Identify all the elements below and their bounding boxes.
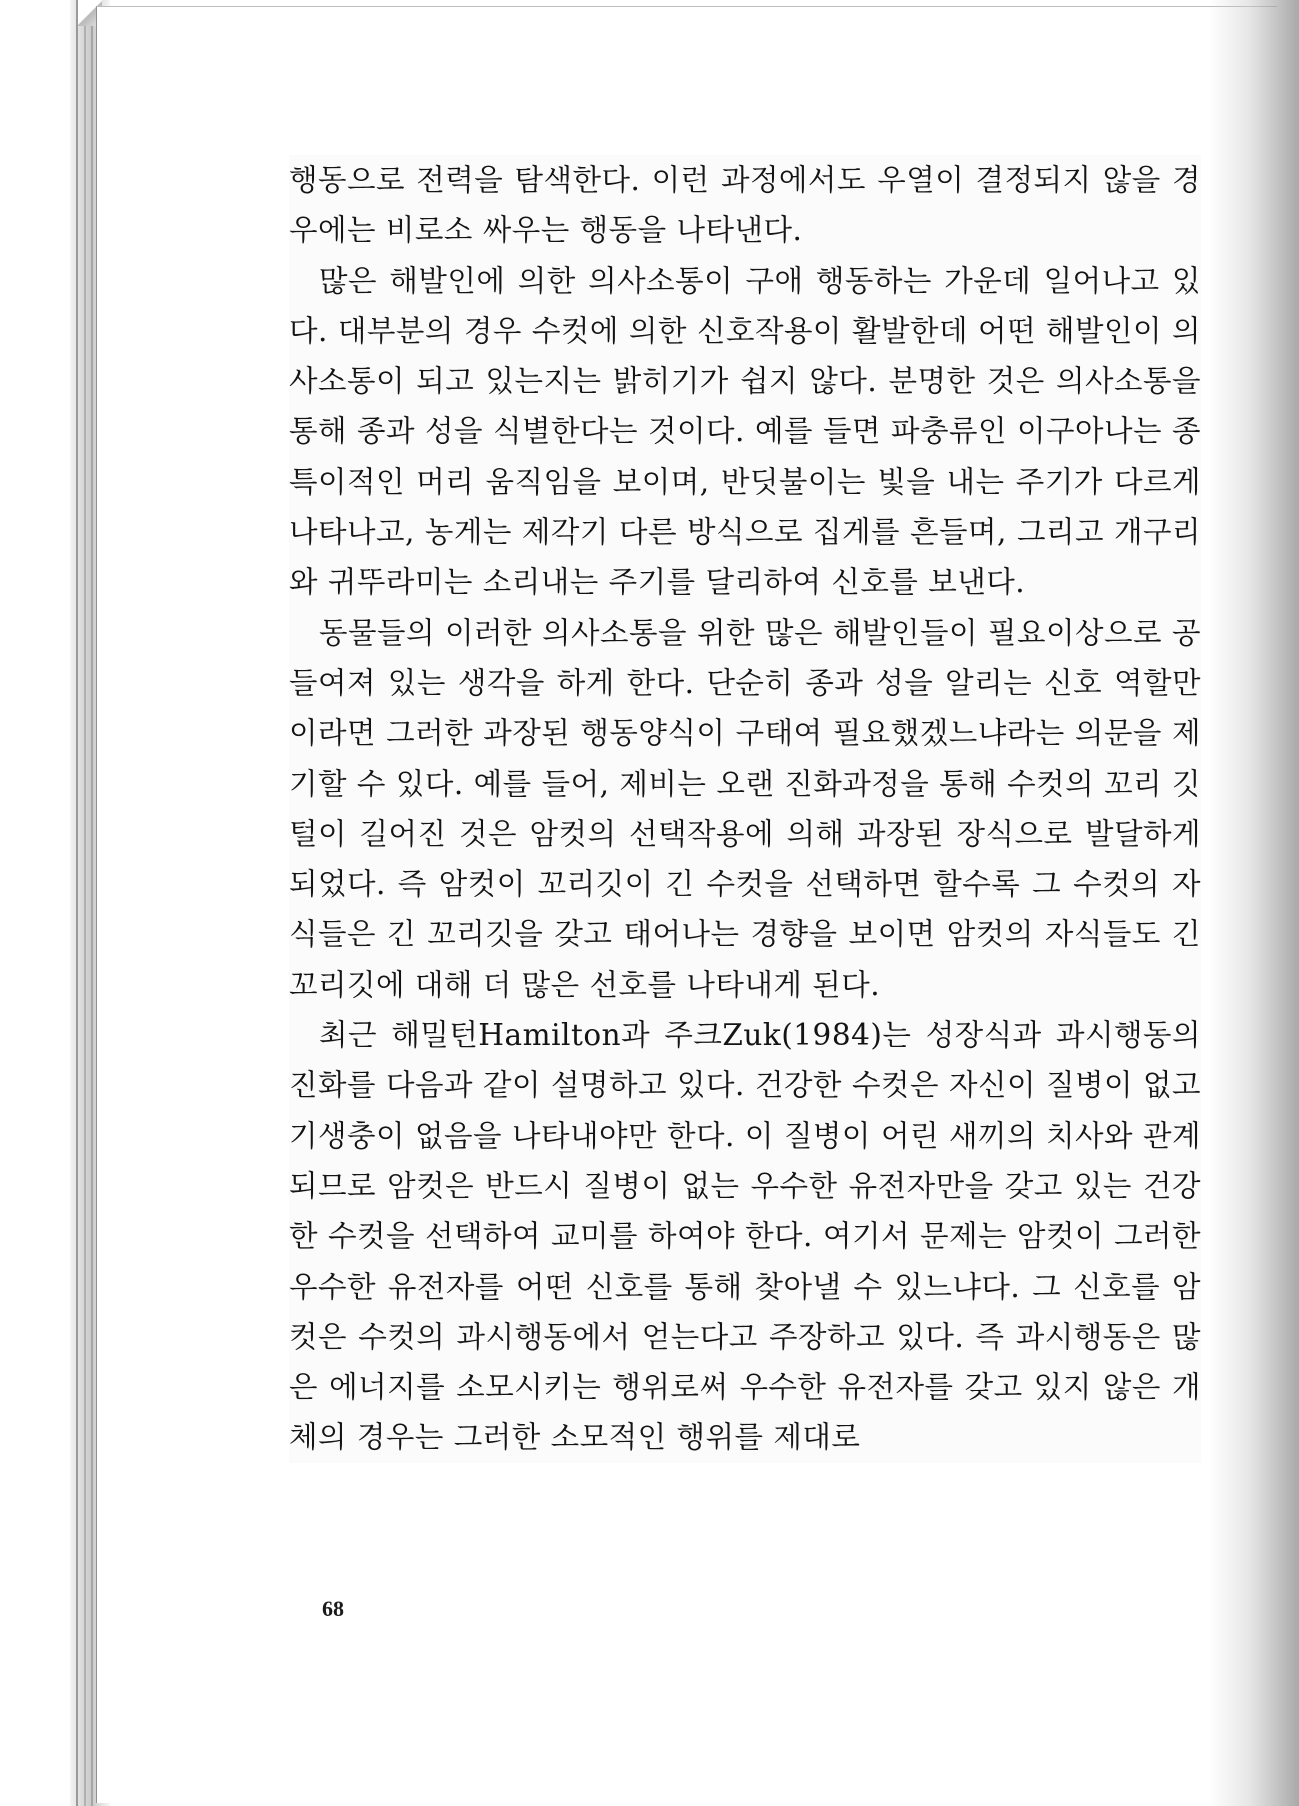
paragraph: 최근 해밀턴Hamilton과 주크Zuk(1984)는 성장식과 과시행동의 진화를 다음과 같이 설명하고 있다. 건강한 수컷은 자신이 질병이 없고 기생충이 없음을 나타내야만 한다. 이 질병이 어린 새끼의 치사와 관계되므로 암컷은 반드시 질병이 없는 우수한 유전자만을 갖고 있는 건강한 수컷을 선택하여 교미를 하여야 한다. 여기서 문제는 암컷이 그러한 우수한 유전자를 어떤 신호를 통해 찾아낼 수 있느냐다. 그 신호를 암컷은 수컷의 과시행동에서 얻는다고 주장하고 있다. 즉 과시행동은 많은 에너지를 소모시키는 행위로써 우수한 유전자를 갖고 있지 않은 개체의 경우는 그러한 소모적인 행위를 제대로 <box>289 1018 1201 1455</box>
page-edge-line <box>91 0 93 1806</box>
paragraph: 행동으로 전력을 탐색한다. 이런 과정에서도 우열이 결정되지 않을 경우에는 비로소 싸우는 행동을 나타낸다. <box>289 163 1201 248</box>
page-number: 68 <box>322 1596 344 1621</box>
page-edge-line <box>76 0 78 1806</box>
body-text <box>289 155 1201 1463</box>
page-edge-line <box>84 0 86 1806</box>
paragraph: 많은 해발인에 의한 의사소통이 구애 행동하는 가운데 일어나고 있다. 대부분의 경우 수컷에 의한 신호작용이 활발한데 어떤 해발인이 의사소통이 되고 있는지는 밝히기가 쉽지 않다. 분명한 것은 의사소통을 통해 종과 성을 식별한다는 것이다. 예를 들면 파충류인 이구아나는 종특이적인 머리 움직임을 보이며, 반딧불이는 빛을 내는 주기가 다르게 나타나고, 농게는 제각기 다른 방식으로 집게를 흔들며, 그리고 개구리와 귀뚜라미는 소리내는 주기를 달리하여 신호를 보낸다. <box>289 263 1201 600</box>
binding-shadow <box>1209 0 1299 1806</box>
paragraph: 동물들의 이러한 의사소통을 위한 많은 해발인들이 필요이상으로 공들여져 있는 생각을 하게 한다. 단순히 종과 성을 알리는 신호 역할만이라면 그러한 과장된 행동양식이 구태여 필요했겠느냐라는 의문을 제기할 수 있다. 예를 들어, 제비는 오랜 진화과정을 통해 수컷의 꼬리 깃털이 길어진 것은 암컷의 선택작용에 의해 과장된 장식으로 발달하게 되었다. 즉 암컷이 꼬리깃이 긴 수컷을 선택하면 할수록 그 수컷의 자식들은 긴 꼬리깃을 갖고 태어나는 경향을 보이면 암컷의 자식들도 긴 꼬리깃에 대해 더 많은 선호를 나타내게 된다. <box>289 615 1201 1002</box>
